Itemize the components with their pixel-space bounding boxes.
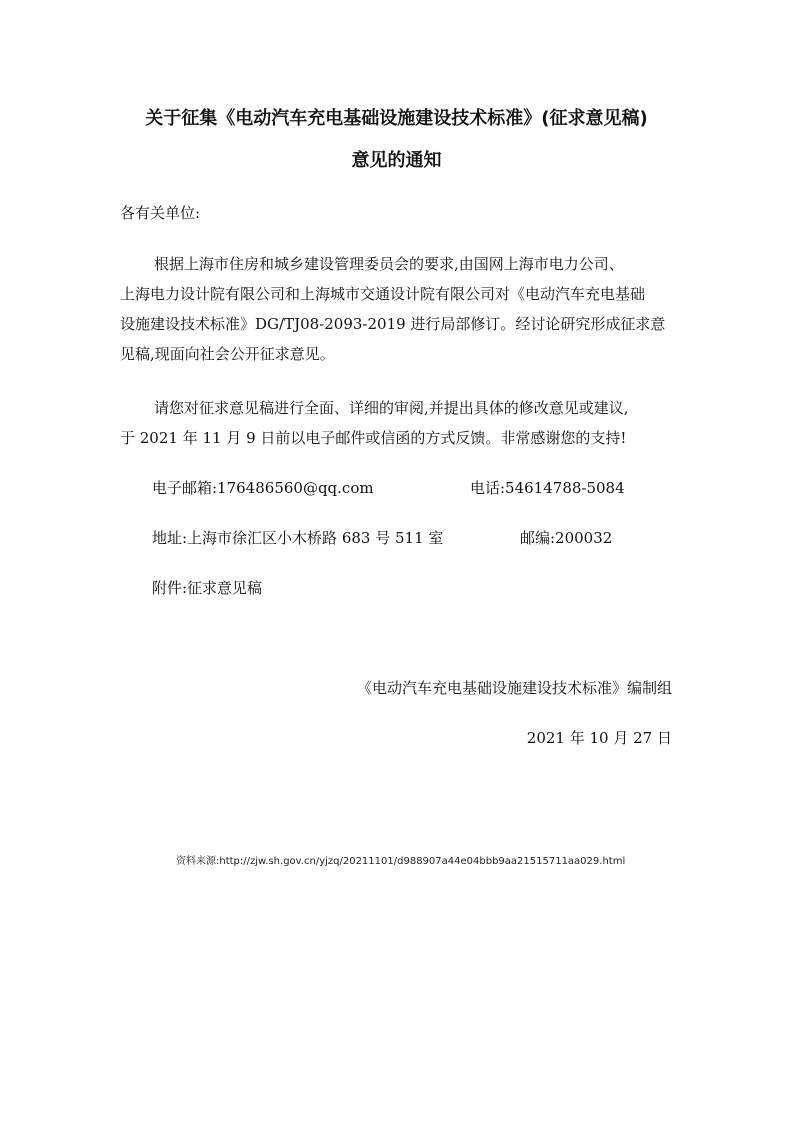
contact-phone: 电话:54614788-5084 [470,479,625,497]
paragraph-main-line: 设施建设技术标准》DG/TJ08-2093-2019 进行局部修订。经讨论研究形成征求意 [120,315,666,333]
contact-email: 电子邮箱:176486560@qq.com [152,479,374,497]
greeting: 各有关单位: [120,204,201,222]
paragraph-request-line: 于 2021 年 11 月 9 日前以电子邮件或信函的方式反馈。非常感谢您的支持! [120,429,627,447]
document-title-line2: 意见的通知 [351,150,442,171]
paragraph-request-line: 请您对征求意见稿进行全面、详细的审阅,并提出具体的修改意见或建议, [154,399,629,417]
paragraph-request [120,393,680,453]
document-title-line1: 关于征集《电动汽车充电基础设施建设技术标准》(征求意见稿) [145,108,648,129]
attachment-note: 附件:征求意见稿 [152,579,263,597]
signature-date: 2021 年 10 月 27 日 [526,729,672,747]
paragraph-main [120,249,680,369]
signature-group: 《电动汽车充电基础设施建设技术标准》编制组 [356,679,672,697]
paragraph-main-line: 见稿,现面向社会公开征求意见。 [120,345,335,363]
paragraph-main-line: 上海电力设计院有限公司和上海城市交通设计院有限公司对《电动汽车充电基础 [120,285,646,303]
contact-postcode: 邮编:200032 [520,529,613,547]
contact-address: 地址:上海市徐汇区小木桥路 683 号 511 室 [152,529,444,547]
source-reference: 资料来源:http://zjw.sh.gov.cn/yjzq/20211101/d988907a44e04bbb9aa21515711aa029.html [176,856,626,867]
paragraph-main-line: 根据上海市住房和城乡建设管理委员会的要求,由国网上海市电力公司、 [154,255,624,273]
